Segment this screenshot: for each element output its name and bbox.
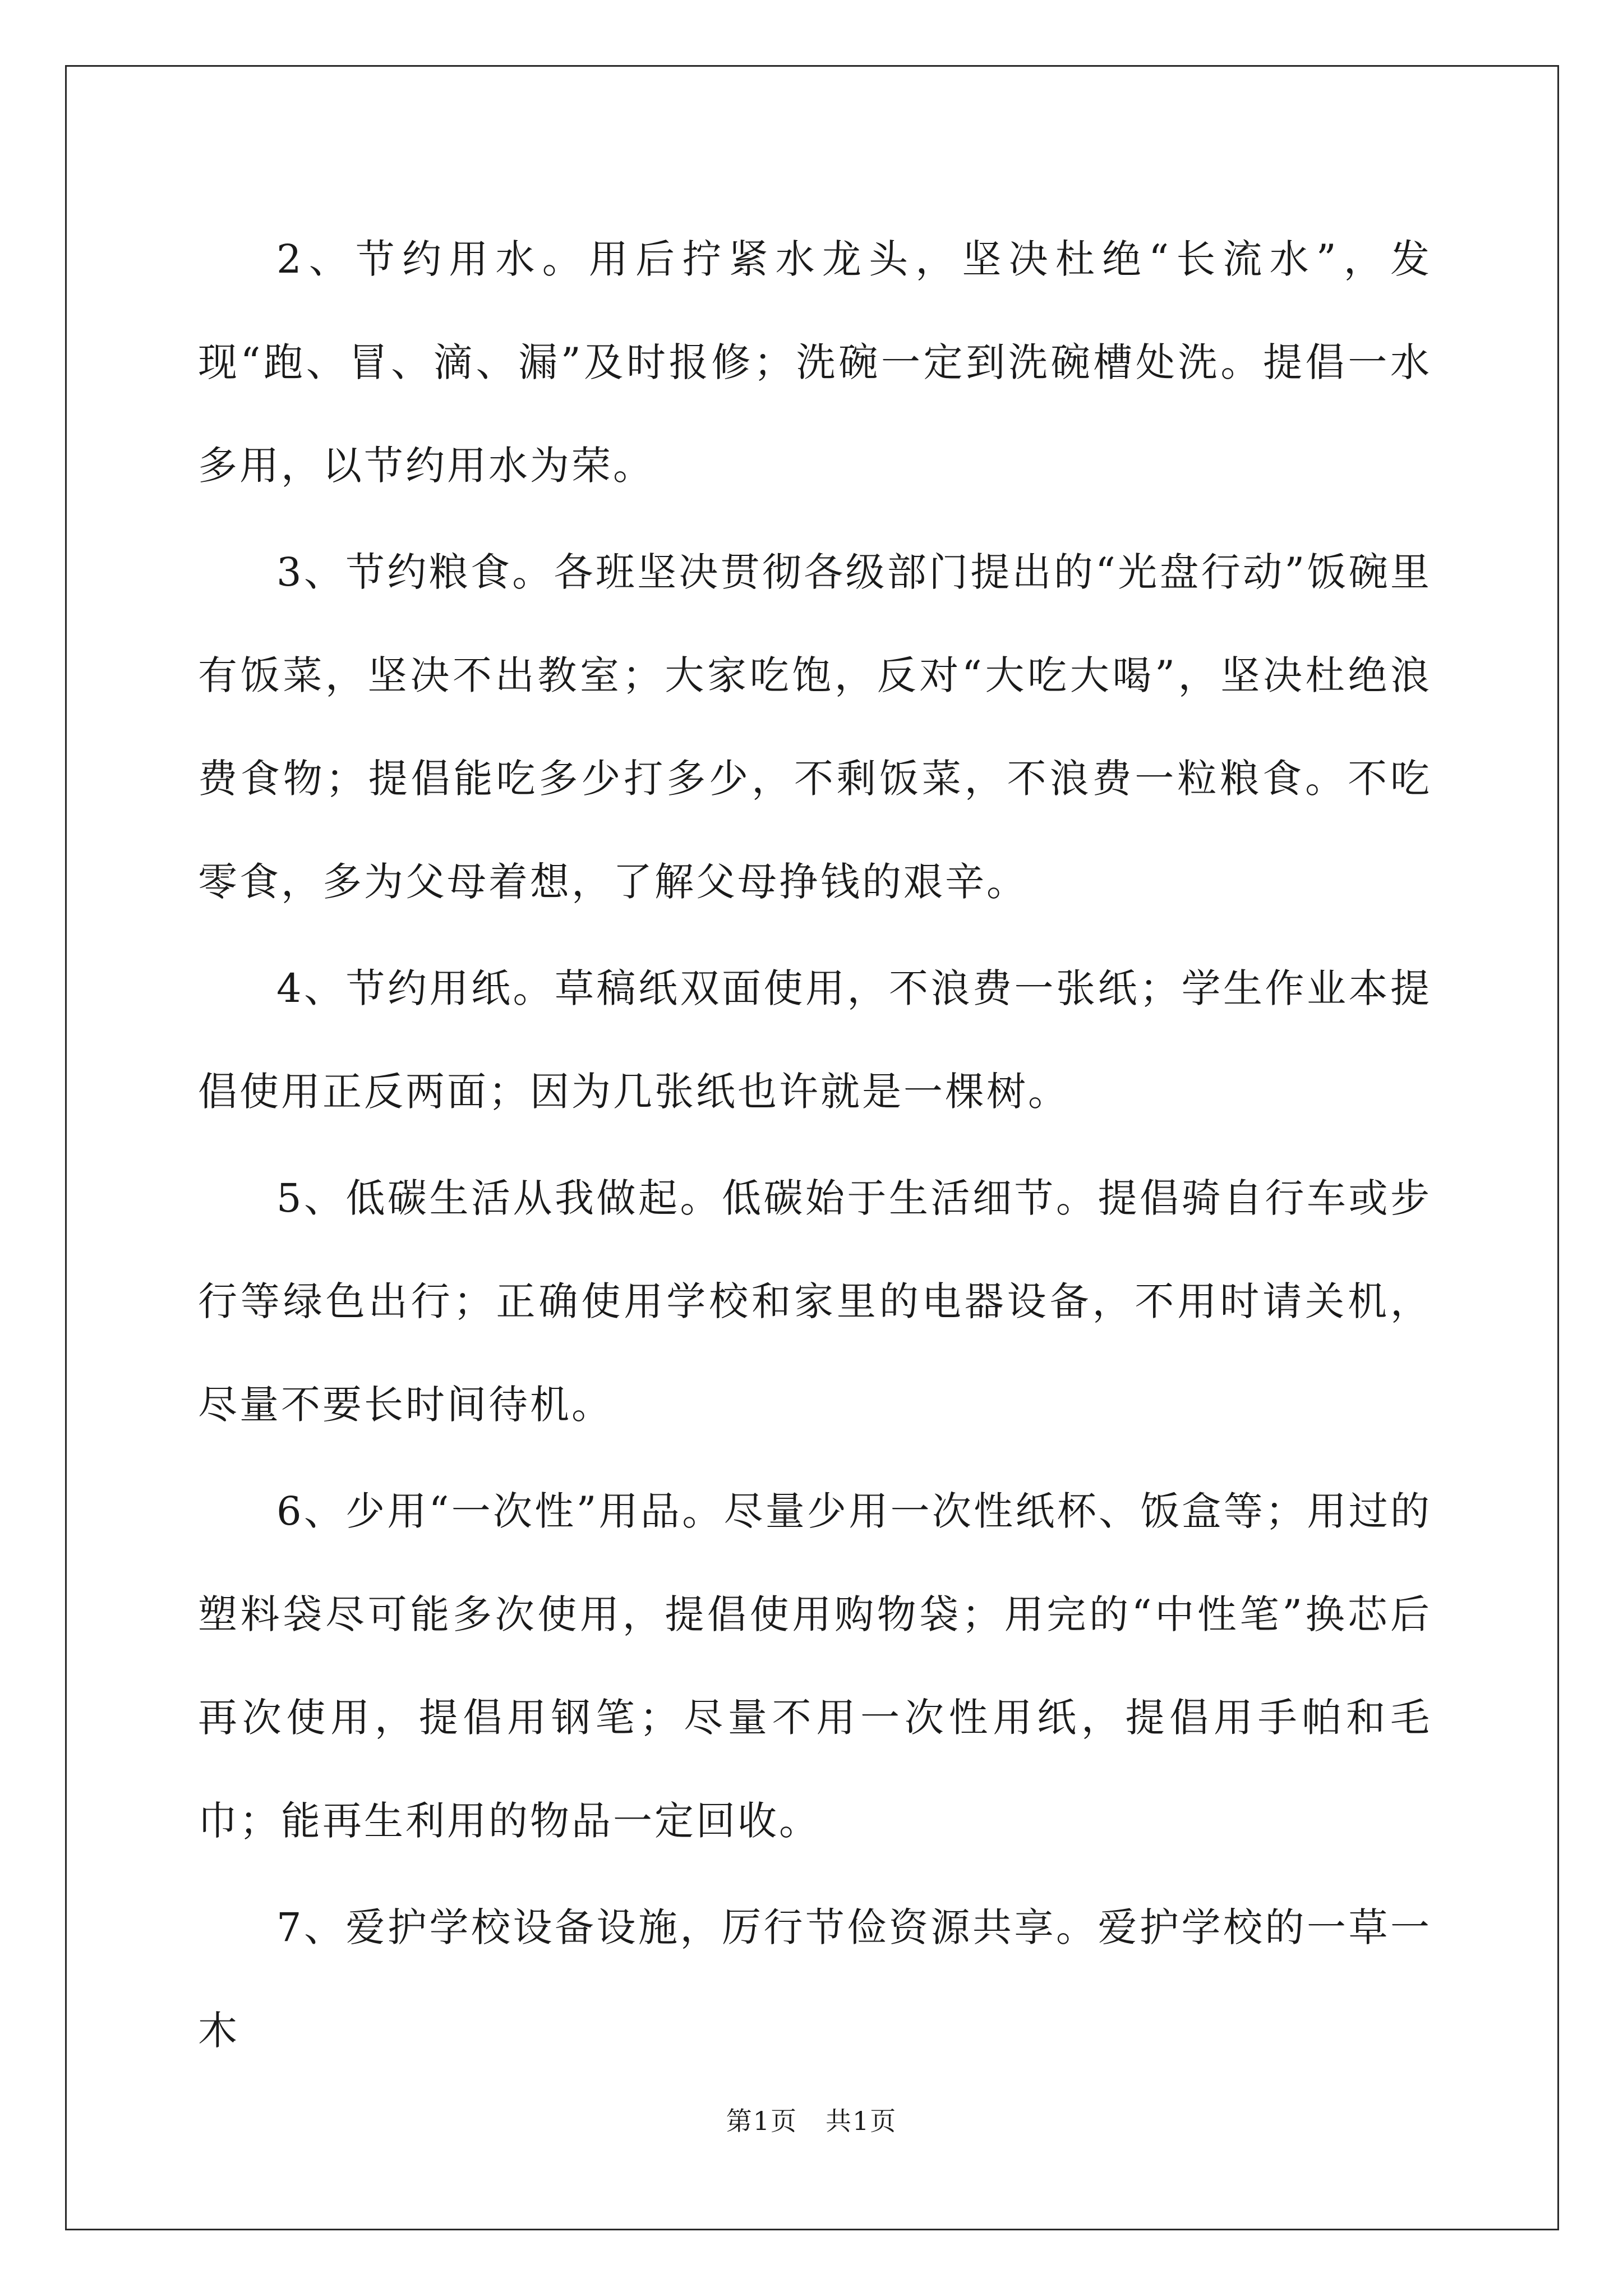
paragraph-item-4: 4、节约用纸。草稿纸双面使用，不浪费一张纸；学生作业本提倡使用正反两面；因为几张纸也许就是一棵树。 (198, 965, 1432, 1115)
page-footer (0, 2101, 1623, 2138)
paragraph-item-2: 2、节约用水。用后拧紧水龙头，坚决杜绝“长流水”，发现“跑、冒、滴、漏”及时报修；洗碗一定到洗碗槽处洗。提倡一水多用，以节约用水为荣。 (198, 236, 1432, 489)
paragraph-item-5: 5、低碳生活从我做起。低碳始于生活细节。提倡骑自行车或步行等绿色出行；正确使用学校和家里的电器设备，不用时请关机，尽量不要长时间待机。 (198, 1175, 1432, 1428)
page-total: 共1页 (826, 2106, 897, 2136)
page-number: 第1页 (726, 2106, 797, 2136)
paragraph-item-3: 3、节约粮食。各班坚决贯彻各级部门提出的“光盘行动”饭碗里有饭菜，坚决不出教室；大家吃饱，反对“大吃大喝”，坚决杜绝浪费食物；提倡能吃多少打多少，不剩饭菜，不浪费一粒粮食。不吃零食，多为父母着想，了解父母挣钱的艰辛。 (198, 549, 1432, 905)
document-body (198, 208, 1432, 2086)
paragraph-item-6: 6、少用“一次性”用品。尽量少用一次性纸杯、饭盒等；用过的塑料袋尽可能多次使用，提倡使用购物袋；用完的“中性笔”换芯后再次使用，提倡用钢笔；尽量不用一次性用纸，提倡用手帕和毛巾；能再生利用的物品一定回收。 (198, 1488, 1432, 1844)
paragraph-item-7: 7、爱护学校设备设施，厉行节俭资源共享。爱护学校的一草一木 (198, 1904, 1432, 2054)
